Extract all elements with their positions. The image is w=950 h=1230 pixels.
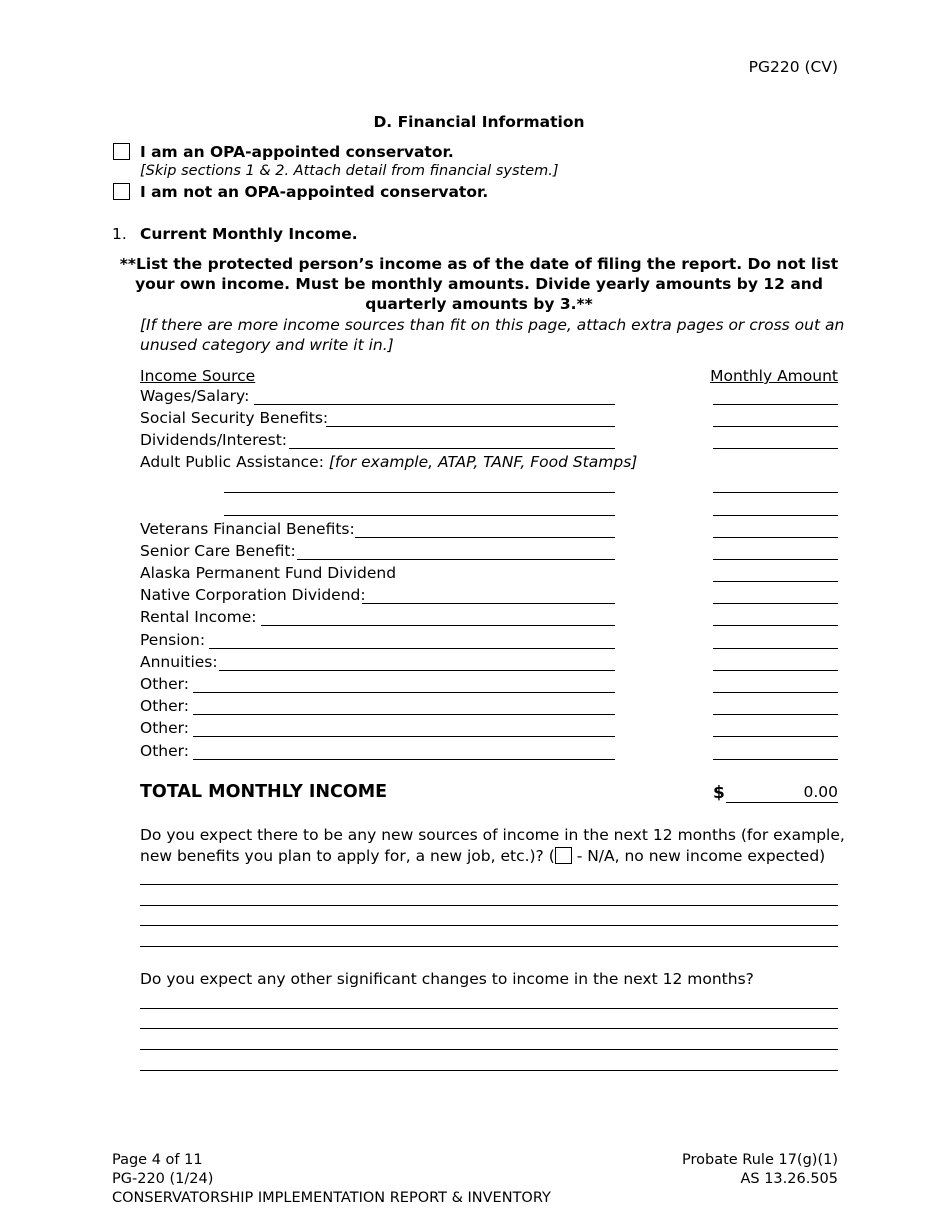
adult-assistance-amount-line-1[interactable] [713,492,838,493]
rental-amount-line[interactable] [713,625,838,626]
total-value[interactable]: 0.00 [726,783,838,803]
label-veterans: Veterans Financial Benefits: [140,520,355,538]
opa-yes-checkbox[interactable] [113,143,130,160]
label-other-3: Other: [140,719,189,737]
veterans-amount-line[interactable] [713,537,838,538]
opa-no-checkbox[interactable] [113,183,130,200]
dividends-source-line[interactable] [289,448,615,449]
footer-rule: Probate Rule 17(g)(1) [682,1152,838,1168]
senior-care-source-line[interactable] [297,559,615,560]
social-security-source-line[interactable] [326,426,615,427]
na-checkbox[interactable] [555,847,572,864]
label-wages: Wages/Salary: [140,387,250,405]
adult-assistance-amount-line-2[interactable] [713,515,838,516]
other-1-source-line[interactable] [193,692,615,693]
instructions-line-2: your own income. Must be monthly amounts. Divide yearly amounts by 12 and [135,275,823,293]
label-adult-assistance [140,453,637,471]
dividends-amount-line[interactable] [713,448,838,449]
label-pfd: Alaska Permanent Fund Dividend [140,564,397,582]
opa-no-label: I am not an OPA-appointed conservator. [139,183,489,201]
other-4-amount-line[interactable] [713,759,838,760]
opa-yes-row[interactable] [113,143,454,161]
native-corp-amount-line[interactable] [713,603,838,604]
label-pension: Pension: [140,631,206,649]
other-1-amount-line[interactable] [713,692,838,693]
label-other-1: Other: [140,675,189,693]
question-2-answer-line-3[interactable] [140,1049,838,1050]
question-2-answer-line-2[interactable] [140,1028,838,1029]
total-label: TOTAL MONTHLY INCOME [140,782,388,802]
label-other-4: Other: [140,742,189,760]
label-annuities: Annuities: [140,653,218,671]
question-1-answer-line-2[interactable] [140,905,838,906]
social-security-amount-line[interactable] [713,426,838,427]
label-senior-care: Senior Care Benefit: [140,542,296,560]
annuities-amount-line[interactable] [713,670,838,671]
senior-care-amount-line[interactable] [713,559,838,560]
adult-assistance-example: [for example, ATAP, TANF, Food Stamps] [328,453,638,471]
pfd-amount-line[interactable] [713,581,838,582]
question-1-answer-line-3[interactable] [140,925,838,926]
opa-yes-label: I am an OPA-appointed conservator. [139,143,454,161]
opa-note: [Skip sections 1 & 2. Attach detail from financial system.] [140,163,559,179]
question-1-answer-line-4[interactable] [140,946,838,947]
question-2-answer-line-4[interactable] [140,1070,838,1071]
footer-form-title: CONSERVATORSHIP IMPLEMENTATION REPORT & INVENTORY [112,1190,551,1206]
pension-amount-line[interactable] [713,648,838,649]
pension-source-line[interactable] [209,648,615,649]
label-social-security: Social Security Benefits: [140,409,329,427]
wages-amount-line[interactable] [713,404,838,405]
question-1-pre: new benefits you plan to apply for, a new job, etc.)? ( [140,847,555,865]
opa-no-row[interactable] [113,183,488,201]
other-4-source-line[interactable] [193,759,615,760]
other-2-source-line[interactable] [193,714,615,715]
question-2: Do you expect any other significant changes to income in the next 12 months? [140,970,754,988]
other-2-amount-line[interactable] [713,714,838,715]
instructions-line-3: quarterly amounts by 3.** [365,295,593,313]
adult-assistance-line-1[interactable] [224,492,615,493]
question-1-line-2 [140,847,825,865]
note-line-2: unused category and write it in.] [140,336,394,354]
part-title: Current Monthly Income. [140,225,358,243]
form-code: PG220 (CV) [748,58,838,76]
total-currency: $ [713,783,725,803]
adult-assistance-line-2[interactable] [224,515,615,516]
rental-source-line[interactable] [261,625,615,626]
note-line-1: [If there are more income sources than fit on this page, attach extra pages or cross out an [140,316,845,334]
col-header-amount: Monthly Amount [710,367,838,385]
question-2-answer-line-1[interactable] [140,1008,838,1009]
question-1-line-1: Do you expect there to be any new sources of income in the next 12 months (for example, [140,826,845,844]
label-rental: Rental Income: [140,608,257,626]
instructions-line-1: **List the protected person’s income as of the date of filing the report. Do not list [119,255,839,273]
label-native-corp: Native Corporation Dividend: [140,586,366,604]
label-other-2: Other: [140,697,189,715]
adult-assistance-label: Adult Public Assistance: [140,453,324,471]
wages-source-line[interactable] [254,404,615,405]
footer-form-id: PG-220 (1/24) [112,1171,214,1187]
section-title: D. Financial Information [373,113,585,131]
col-header-source: Income Source [140,367,256,385]
footer-statute: AS 13.26.505 [740,1171,838,1187]
question-1-answer-line-1[interactable] [140,884,838,885]
footer-page: Page 4 of 11 [112,1152,203,1168]
part-number: 1. [112,225,127,243]
annuities-source-line[interactable] [219,670,615,671]
other-3-amount-line[interactable] [713,736,838,737]
other-3-source-line[interactable] [193,736,615,737]
label-dividends: Dividends/Interest: [140,431,288,449]
veterans-source-line[interactable] [355,537,615,538]
question-1-post: - N/A, no new income expected) [571,847,826,865]
native-corp-source-line[interactable] [362,603,615,604]
